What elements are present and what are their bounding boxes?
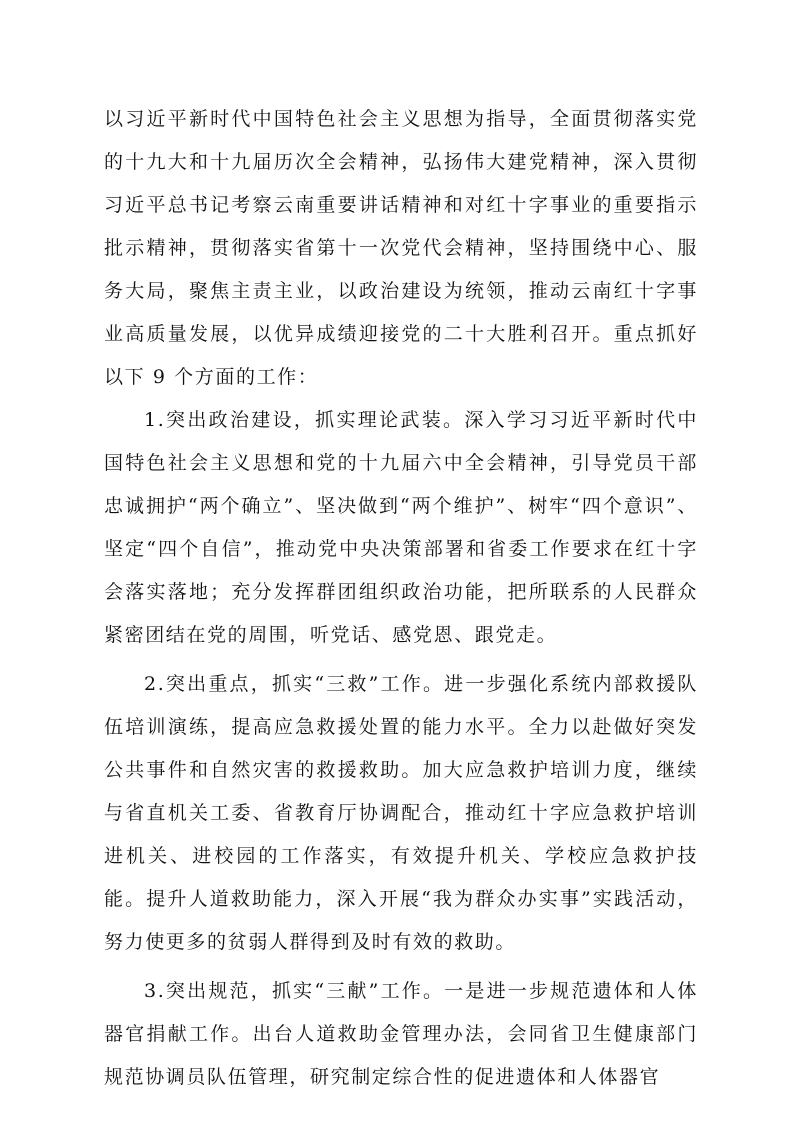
document-body	[104, 98, 698, 1099]
paragraph-item-1: 1.突出政治建设，抓实理论武装。深入学习习近平新时代中国特色社会主义思想和党的十九届六中全会精神，引导党员干部忠诚拥护“两个确立”、坚决做到“两个维护”、树牢“四个意识”、坚定“四个自信”，推动党中央决策部署和省委工作要求在红十字会落实落地；充分发挥群团组织政治功能，把所联系的人民群众紧密团结在党的周围，听党话、感党恩、跟党走。	[104, 409, 698, 646]
paragraph-item-2: 2.突出重点，抓实“三救”工作。进一步强化系统内部救援队伍培训演练，提高应急救援处置的能力水平。全力以赴做好突发公共事件和自然灾害的救援救助。加大应急救护培训力度，继续与省直机关工委、省教育厅协调配合，推动红十字应急救护培训进机关、进校园的工作落实，有效提升机关、学校应急救护技能。提升人道救助能力，深入开展“我为群众办实事”实践活动，努力使更多的贫弱人群得到及时有效的救助。	[104, 673, 698, 953]
paragraph-item-3: 3.突出规范，抓实“三献”工作。一是进一步规范遗体和人体器官捐献工作。出台人道救助金管理办法，会同省卫生健康部门规范协调员队伍管理，研究制定综合性的促进遗体和人体器官	[104, 980, 698, 1088]
paragraph-intro: 以习近平新时代中国特色社会主义思想为指导，全面贯彻落实党的十九大和十九届历次全会精神，弘扬伟大建党精神，深入贯彻习近平总书记考察云南重要讲话精神和对红十字事业的重要指示批示精神，贯彻落实省第十一次党代会精神，坚持围绕中心、服务大局，聚焦主责主业，以政治建设为统领，推动云南红十字事业高质量发展，以优异成绩迎接党的二十大胜利召开。重点抓好以下 9 个方面的工作：	[104, 108, 698, 388]
